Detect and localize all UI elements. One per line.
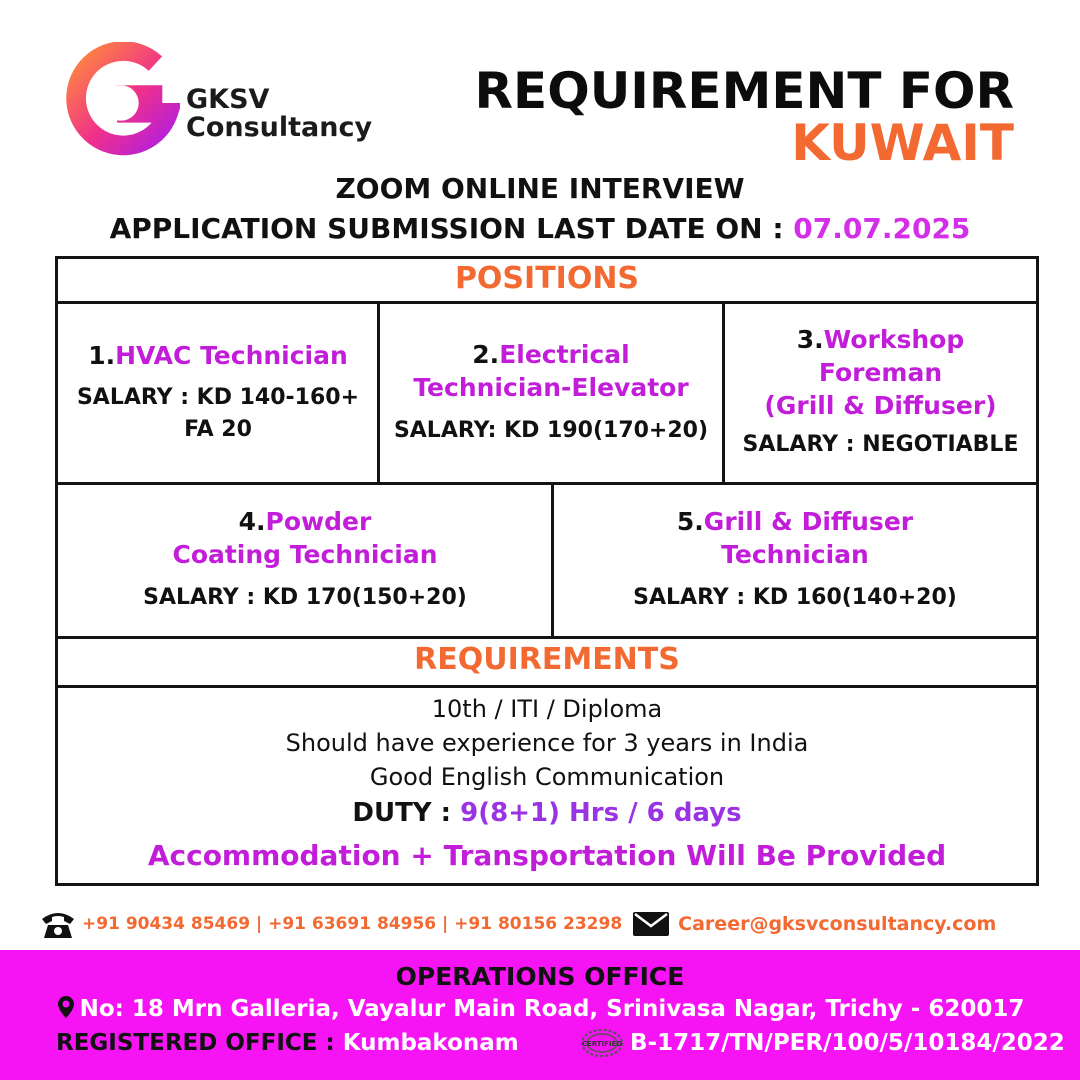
gksv-logo-icon xyxy=(62,42,180,160)
position-name: 3.Workshop Foreman (Grill & Diffuser) xyxy=(764,325,997,420)
brand-line2: Consultancy xyxy=(186,112,373,143)
position-card-4 xyxy=(58,484,552,636)
contact-row xyxy=(40,906,1050,942)
position-name: 1.HVAC Technician xyxy=(88,341,348,370)
requirement-item: 10th / ITI / Diploma xyxy=(431,695,663,723)
last-date-line xyxy=(0,212,1080,245)
position-salary: SALARY: KD 190(170+20) xyxy=(393,417,709,443)
registered-office: REGISTERED OFFICE : Kumbakonam xyxy=(56,1030,519,1056)
email-link[interactable]: Career@gksvconsultancy.com xyxy=(678,913,997,935)
positions-title: POSITIONS xyxy=(454,261,640,296)
divider xyxy=(58,636,1036,639)
location-pin-icon xyxy=(56,995,76,1019)
position-card-2 xyxy=(380,303,722,482)
certified-stamp-icon xyxy=(580,1028,624,1058)
brand-name xyxy=(186,86,372,142)
last-date-label: APPLICATION SUBMISSION LAST DATE ON : xyxy=(109,212,794,245)
mail-icon xyxy=(632,911,670,937)
position-card-5 xyxy=(554,484,1036,636)
svg-text:CERTIFIED: CERTIFIED xyxy=(581,1040,623,1048)
telephone-icon xyxy=(40,909,76,939)
position-card-3 xyxy=(725,303,1036,482)
requirements-title: REQUIREMENTS xyxy=(414,642,680,677)
office-address: No: 18 Mrn Galleria, Vayalur Main Road, Srinivasa Nagar, Trichy - 620017 xyxy=(0,995,1080,1022)
requirement-item: Good English Communication xyxy=(369,763,725,791)
brand-line1: GKSV xyxy=(186,84,270,115)
position-salary: SALARY : KD 160(140+20) xyxy=(633,585,957,610)
interview-mode: ZOOM ONLINE INTERVIEW xyxy=(335,172,745,205)
divider xyxy=(58,685,1036,688)
operations-office-title: OPERATIONS OFFICE xyxy=(395,962,685,991)
accommodation-note: Accommodation + Transportation Will Be Provided xyxy=(147,839,947,872)
last-date-value: 07.07.2025 xyxy=(793,212,971,245)
phone-numbers[interactable]: +91 90434 85469 | +91 63691 84956 | +91 80156 23298 xyxy=(82,914,623,934)
duty-hours: DUTY : 9(8+1) Hrs / 6 days xyxy=(352,798,742,828)
positions-table xyxy=(55,256,1039,886)
position-salary: SALARY : NEGOTIABLE xyxy=(742,432,1019,457)
position-name: 4.Powder Coating Technician xyxy=(172,507,438,569)
position-salary: SALARY : KD 170(150+20) xyxy=(143,585,467,610)
position-name: 2.Electrical Technician-Elevator xyxy=(413,339,689,402)
page-title-country: KUWAIT xyxy=(791,114,1014,172)
position-card-1 xyxy=(58,303,378,482)
requirement-item: Should have experience for 3 years in India xyxy=(285,729,809,757)
position-name: 5.Grill & Diffuser Technician xyxy=(676,507,914,569)
position-salary: SALARY : KD 140-160+ FA 20 xyxy=(76,385,360,442)
license-number: CERTIFIED B-1717/TN/PER/100/5/10184/2022 xyxy=(581,1030,1065,1056)
page-title: REQUIREMENT FOR xyxy=(474,62,1014,120)
